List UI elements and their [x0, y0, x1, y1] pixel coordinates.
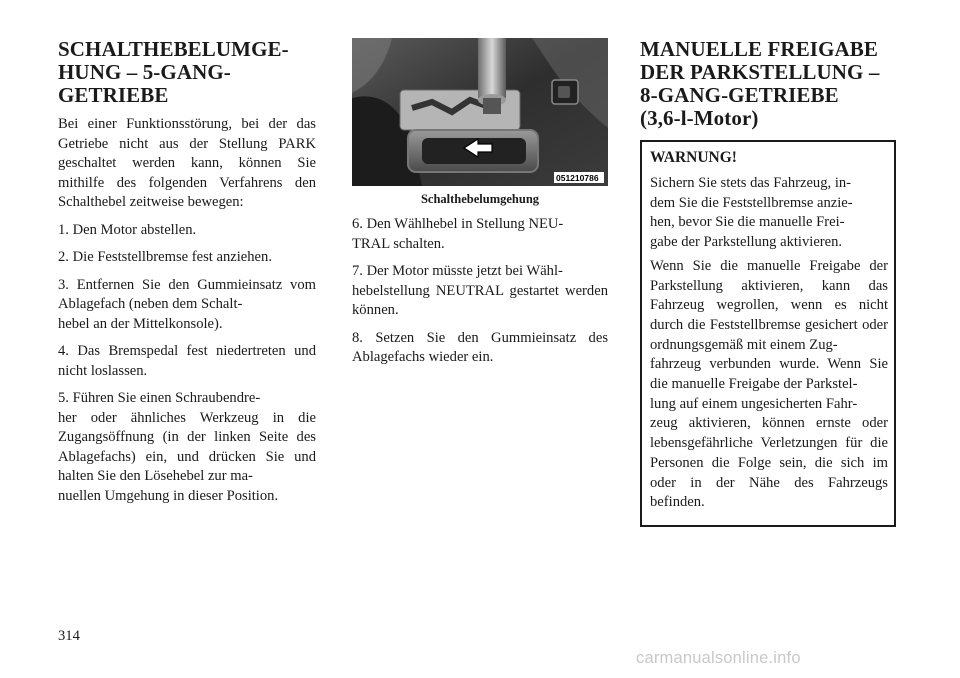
step-1: 1. Den Motor abstellen.: [58, 221, 197, 238]
warning-paragraph-2: Wenn Sie die manuelle Freigabe der Parkstellung aktivieren, kann das Fahrzeug wegrollen, wenn es nicht durch die Feststellbremse gesichert oder ordnungsgemäß mit einem Zug- fahrzeug verbunden wurde. Wenn Sie die manuelle Freigabe der Parkstel- lung auf einem ungesicherten Fahr- zeug aktivieren, können ernste oder lebensgefährliche Verletzungen für die Personen die Folge sein, die sich im oder in der Nähe des Fahrzeugs befinden.: [650, 257, 888, 511]
step-8: 8. Setzen Sie den Gummieinsatz des Ablagefachs wieder ein.: [352, 329, 608, 365]
section-heading-shifter-bypass: SCHALTHEBELUMGE- HUNG – 5-GANG- GETRIEBE: [58, 37, 289, 107]
shifter-bypass-photo: [352, 38, 608, 186]
step-5: 5. Führen Sie einen Schraubendre- her oder ähnliches Werkzeug in die Zugangsöffnung (in der linken Seite des Ablagefachs) ein, und drücken Sie und halten Sie den Lösehebel zur ma- nuellen Umgehung in dieser Position.: [58, 390, 316, 504]
section-heading-park-release: MANUELLE FREIGABE DER PARKSTELLUNG – 8-GANG-GETRIEBE (3,6-l-Motor): [640, 37, 880, 130]
right-column: [640, 38, 896, 527]
step-7: 7. Der Motor müsste jetzt bei Wähl- hebelstellung NEUTRAL gestartet werden können.: [352, 263, 608, 318]
middle-column: [352, 38, 608, 376]
left-column: [58, 38, 316, 514]
warning-box: [640, 140, 896, 527]
intro-paragraph: Bei einer Funktionsstörung, bei der das Getriebe nicht aus der Stellung PARK geschaltet werden kann, können Sie mithilfe des folgenden Verfahrens den Schalthebel zeitweise bewegen:: [58, 116, 316, 210]
figure-caption: Schalthebelumgehung: [420, 192, 540, 206]
step-4: 4. Das Bremspedal fest niedertreten und nicht loslassen.: [58, 343, 316, 379]
step-2: 2. Die Feststellbremse fest anziehen.: [58, 249, 272, 265]
gear-console-illustration: [352, 38, 608, 186]
watermark: carmanualsonline.info: [636, 649, 801, 667]
warning-title: WARNUNG!: [650, 149, 737, 166]
warning-paragraph-1: Sichern Sie stets das Fahrzeug, in- dem Sie die Feststellbremse anzie- hen, bevor Sie die manuelle Frei- gabe der Parkstellung aktivieren.: [650, 175, 853, 251]
page-number: 314: [58, 628, 80, 644]
step-3: 3. Entfernen Sie den Gummieinsatz vom Ablagefach (neben dem Schalt- hebel an der Mittelkonsole).: [58, 276, 316, 332]
figure-code: 051210786: [556, 173, 599, 183]
step-6: 6. Den Wählhebel in Stellung NEU- TRAL schalten.: [352, 216, 564, 252]
